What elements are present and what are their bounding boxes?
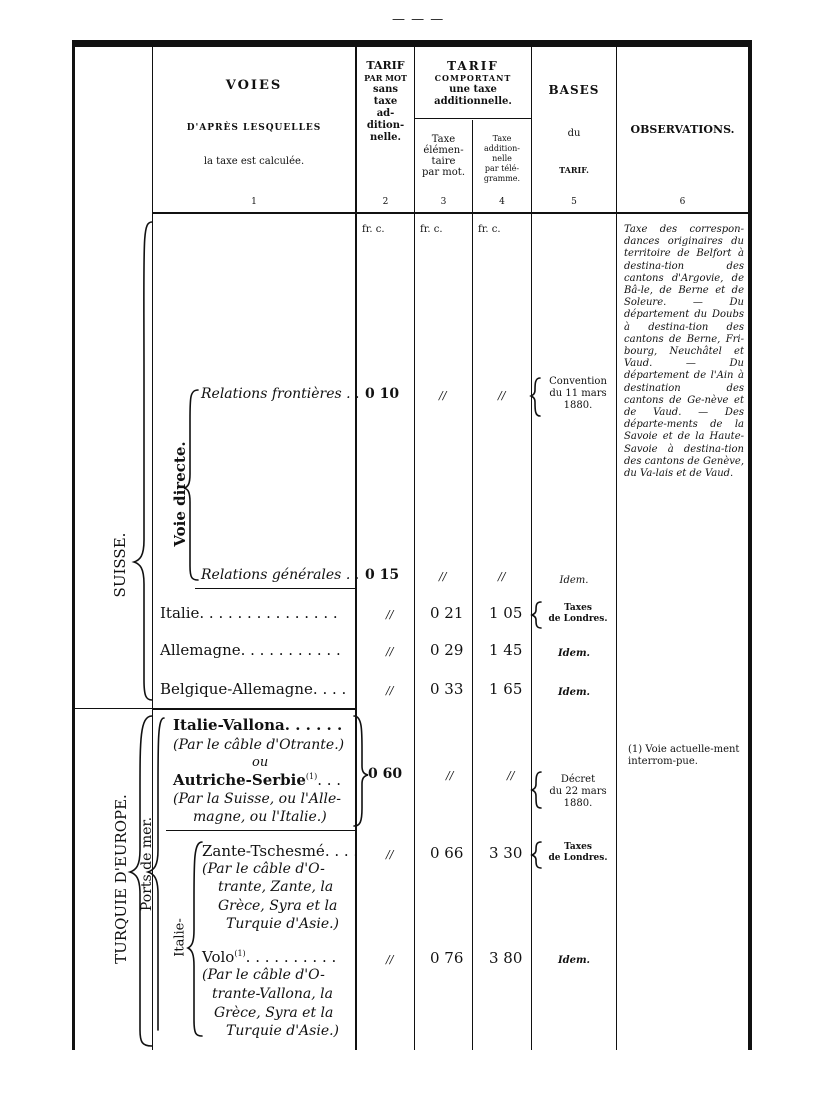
row-relations-frontieres-c2: 0 10 <box>365 386 400 402</box>
observation-note1: (1) Voie actuelle-ment interrom-pue. <box>628 744 740 767</box>
col3-line2: élémen- <box>423 145 464 156</box>
col34-line1: TARIF <box>447 59 499 73</box>
col2-line4: taxe <box>373 96 398 107</box>
group-ports: Ports de mer. <box>139 816 155 912</box>
col34-line2: COMPORTANT <box>434 73 512 83</box>
brace-turquie <box>130 716 152 1046</box>
row-italie-vallona-c5 <box>540 774 616 810</box>
row-italie-c2: // <box>386 608 394 621</box>
row-relations-frontieres-c5 <box>540 376 616 412</box>
row-zante-c5 <box>540 842 616 864</box>
row-allemagne-c4: 1 45 <box>489 641 523 659</box>
row-volo-sub4: Turquie d'Asie.) <box>226 1023 340 1039</box>
voie-directe-end-rule <box>195 588 355 589</box>
row-autriche-serbie-label: Autriche-Serbie <box>173 771 306 789</box>
row-italie-c4: 1 05 <box>489 604 523 622</box>
col5-number: 5 <box>571 197 577 207</box>
brace-voie-directe <box>184 390 198 580</box>
row-volo-sub3: Grèce, Syra et la <box>214 1005 334 1021</box>
col1-title: VOIES <box>225 78 283 93</box>
row-zante-sub1: (Par le câble d'O- <box>202 861 325 877</box>
vallona-end-rule <box>166 830 355 831</box>
col1-number: 1 <box>251 197 257 207</box>
row-zante-sub4: Turquie d'Asie.) <box>226 916 340 932</box>
col3-line3: taire <box>431 156 456 167</box>
row-relations-generales-c2: 0 15 <box>365 567 400 583</box>
brace-suisse <box>134 222 152 700</box>
row-volo-sub2: trante-Vallona, la <box>212 986 333 1002</box>
row-autriche-serbie-sub2: magne, ou l'Italie.) <box>193 809 327 825</box>
zt-c5-line1: Taxes <box>564 842 592 852</box>
row-belgique-allemagne-c2: // <box>386 684 394 697</box>
row-autriche-serbie <box>173 771 341 789</box>
row-volo <box>202 948 336 966</box>
row-relations-generales-c3: // <box>439 570 447 583</box>
row-autriche-serbie-dots: . . . <box>317 771 342 789</box>
col4-line5: gramme. <box>483 174 521 183</box>
row-volo-sub1: (Par le câble d'O- <box>202 967 325 983</box>
row-italie-vallona-c4: // <box>507 769 515 782</box>
brace-vallona-right <box>354 716 368 826</box>
row-italie-vallona-label: Italie-Vallona. . . . . . <box>173 716 343 734</box>
col5-line3: TARIF. <box>559 165 589 175</box>
row-belgique-allemagne-label: Belgique-Allemagne. . . . <box>160 680 347 698</box>
row-belgique-allemagne-c5: Idem. <box>557 687 591 698</box>
row-volo-dots: . . . . . . . . . . <box>245 948 337 966</box>
row-zante-c3: 0 66 <box>430 844 464 862</box>
col4-line1: Taxe <box>492 134 512 143</box>
col5-line2: du <box>567 128 581 139</box>
unit-col3: fr. c. <box>420 224 443 235</box>
col3-number: 3 <box>440 197 447 207</box>
col4-line2: addition- <box>483 144 520 153</box>
col2-number: 2 <box>382 197 389 207</box>
group-italie-side: Italie- <box>172 918 188 957</box>
row-relations-frontieres-c3: // <box>439 389 447 402</box>
row-volo-c4: 3 80 <box>489 949 523 967</box>
col1-subtitle-2: la taxe est calculée. <box>203 156 305 167</box>
row-zante-label: Zante-Tschesmé. . . . <box>202 842 359 860</box>
row-italie-vallona-c3: // <box>446 769 454 782</box>
rf-c5-line2: du 11 mars <box>549 388 607 399</box>
row-italie-vallona-sub: (Par le câble d'Otrante.) <box>173 737 345 753</box>
row-italie-vallona-c2: 0 60 <box>368 766 403 782</box>
col2-line7: nelle. <box>369 132 402 143</box>
col3-line1: Taxe <box>431 134 456 145</box>
row-allemagne-c3: 0 29 <box>430 641 464 659</box>
col2-line2: PAR MOT <box>364 73 407 83</box>
col2-line1: TARIF <box>366 59 405 72</box>
group-turquie: TURQUIE D'EUROPE. <box>112 794 130 964</box>
observation-suisse: Taxe des correspon-dances originaires du territoire de Belfort à destina-tion des cantons d'Argovie, de Bâ-le, de Berne et de Soleure. — Du département du Doubs à destina-tion des cantons de Berne, Fri-bourg, Neuchâtel et Vaud. — Du département de l'Ain à destination des cantons de Ge-nève et de Vaud. — Des départe-ments de la Savoie et de la Haute-Savoie à destina-tion des cantons de Genève, du Va-lais et de Vaud. <box>624 224 744 480</box>
row-belgique-allemagne-c3: 0 33 <box>430 680 464 698</box>
group-voie-directe: Voie directe. <box>171 441 189 547</box>
row-relations-generales-label: Relations générales . . <box>201 567 360 583</box>
row-italie-c5 <box>540 603 616 625</box>
row-relations-frontieres-c4: // <box>498 389 506 402</box>
col2-line6: dition- <box>366 120 405 131</box>
row-italie-c3: 0 21 <box>430 604 464 622</box>
row-allemagne-c2: // <box>386 645 394 658</box>
row-zante-c2: // <box>386 848 394 861</box>
col1-subtitle: D'APRÈS LESQUELLES <box>186 123 322 133</box>
page-number: — — — <box>392 12 445 27</box>
row-zante-sub2: trante, Zante, la <box>218 879 334 895</box>
row-volo-label: Volo <box>202 948 235 966</box>
row-autriche-serbie-note: (1) <box>305 772 318 781</box>
brace-italie <box>188 842 202 1036</box>
row-autriche-serbie-sub1: (Par la Suisse, ou l'Alle- <box>173 791 341 807</box>
it-c5-line1: Taxes <box>564 603 592 613</box>
col4-number: 4 <box>499 197 505 207</box>
col34-line3: une taxe <box>449 84 497 95</box>
row-relations-generales-c4: // <box>498 570 506 583</box>
row-relations-generales-c5: Idem. <box>559 575 589 586</box>
it-c5-line2: de Londres. <box>548 614 608 624</box>
col6-number: 6 <box>679 197 686 207</box>
unit-col4: fr. c. <box>478 224 501 235</box>
row-ou: ou <box>252 755 269 770</box>
row-italie-label: Italie. . . . . . . . . . . . . . . <box>160 604 338 622</box>
zt-c5-line2: de Londres. <box>548 853 608 863</box>
row-belgique-allemagne-c4: 1 65 <box>489 680 523 698</box>
col5-line1: BASES <box>548 83 600 97</box>
row-zante-sub3: Grèce, Syra et la <box>218 898 338 914</box>
brace-ports <box>148 718 164 1030</box>
col3-line4: par mot. <box>421 167 466 178</box>
iv-c5-line2: du 22 mars <box>549 786 607 797</box>
iv-c5-line1: Décret <box>560 774 596 785</box>
iv-c5-line3: 1880. <box>563 798 593 809</box>
row-volo-c2: // <box>386 953 394 966</box>
brace-col5-convention <box>531 378 540 416</box>
rf-c5-line3: 1880. <box>563 400 593 411</box>
col2-line3: sans <box>372 84 398 95</box>
row-volo-c3: 0 76 <box>430 949 464 967</box>
unit-col2: fr. c. <box>362 224 385 235</box>
suisse-end-rule <box>152 708 355 710</box>
row-allemagne-label: Allemagne. . . . . . . . . . . <box>160 641 341 659</box>
col6-title: OBSERVATIONS. <box>630 123 735 136</box>
group-suisse: SUISSE. <box>111 532 129 598</box>
col34-line4: additionnelle. <box>434 96 512 107</box>
col4-line4: par télé- <box>484 164 520 173</box>
row-allemagne-c5: Idem. <box>557 648 591 659</box>
row-volo-c5: Idem. <box>557 955 591 966</box>
row-volo-note: (1) <box>234 949 246 958</box>
row-relations-frontieres-label: Relations frontières . . <box>201 386 360 402</box>
rf-c5-line1: Convention <box>549 376 607 387</box>
col4-line3: nelle <box>492 154 512 163</box>
col2-line5: ad- <box>376 108 395 119</box>
row-zante-c4: 3 30 <box>489 844 523 862</box>
